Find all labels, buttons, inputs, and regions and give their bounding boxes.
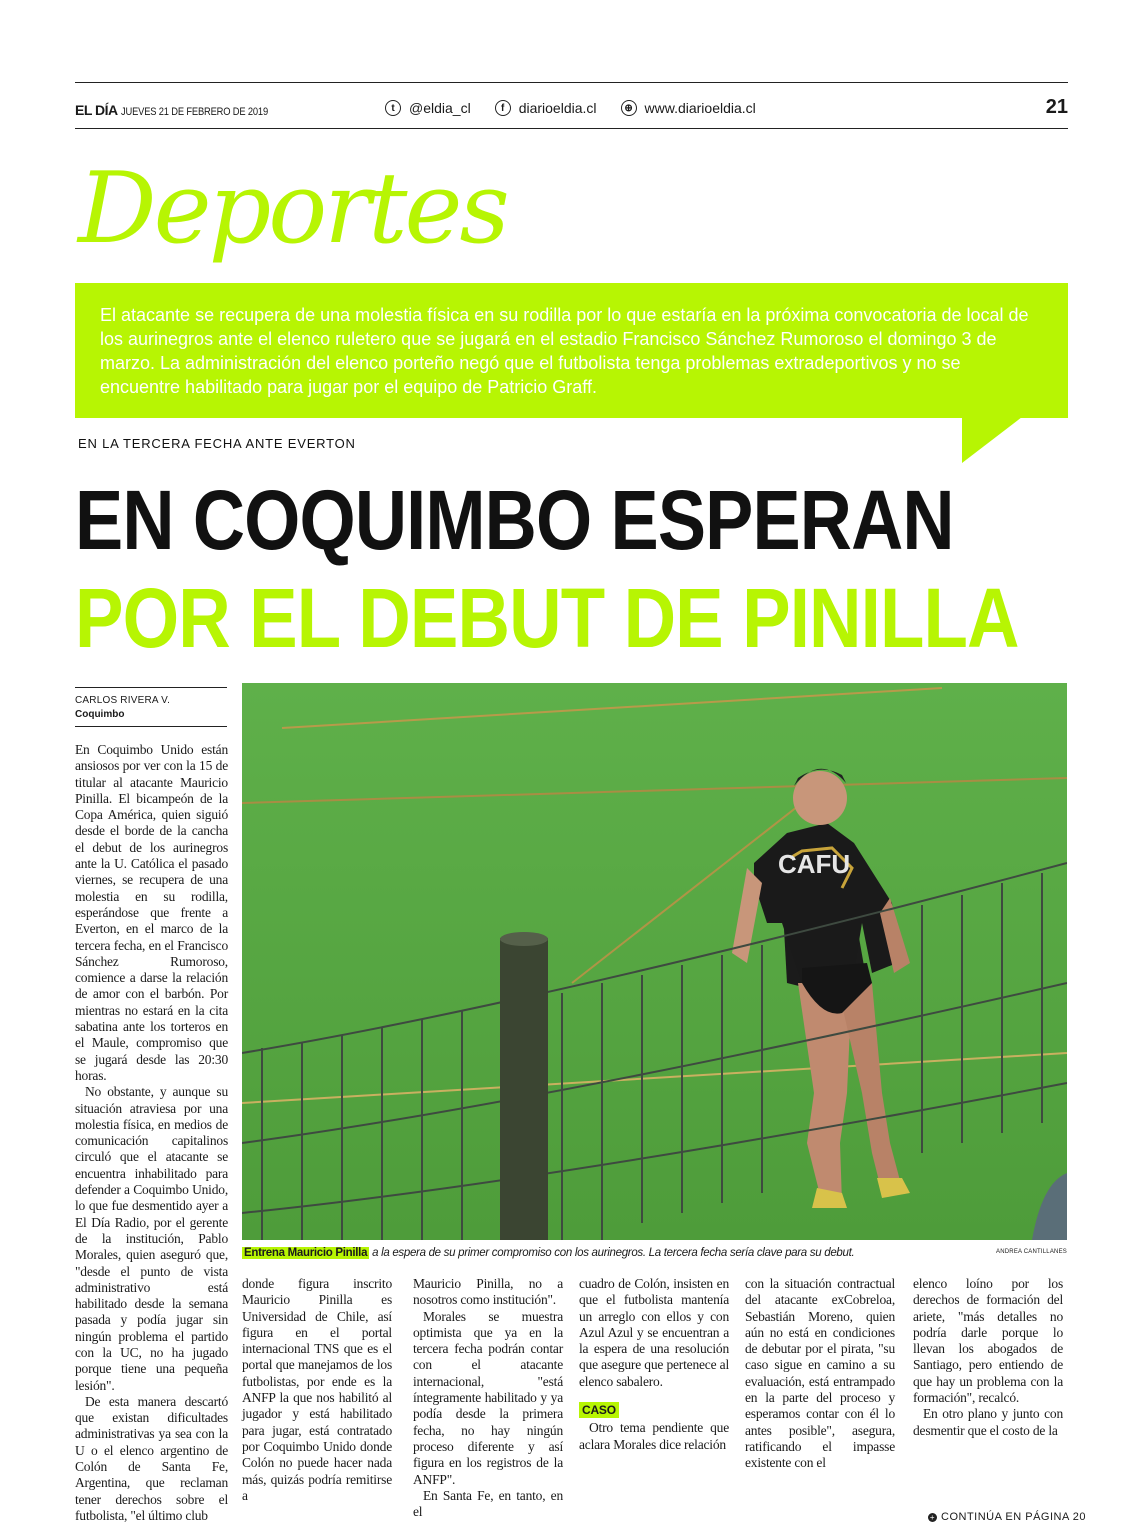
globe-icon: ⊕ — [621, 100, 637, 116]
paragraph: Mauricio Pinilla, no a nosotros como institución". — [413, 1276, 563, 1308]
subhead-caso: CASO — [579, 1402, 619, 1418]
caption-text: a la espera de su primer compromiso con los aurinegros. La tercera fecha sería clave para su debut. — [372, 1247, 855, 1259]
body-column-1 — [75, 742, 228, 1524]
paragraph: cuadro de Colón, insisten en que el futbolista mantenía un arreglo con ellos y con Azul Azul y se encuentran a la espera de una resolución que asegure que pertenece al elenco sabalero. — [579, 1276, 729, 1389]
fence-post — [500, 938, 548, 1240]
photo-caption — [242, 1247, 1067, 1259]
photo-credit: ANDREA CANTILLANES — [996, 1249, 1067, 1255]
paragraph: con la situación contractual del atacante exCobreloa, Sebastián Moreno, quien aún no está en condiciones de debutar por el pirata, "su caso sigue en camino a su evaluación, está entrampado en la parte del proceso y esperamos contar con él lo antes posible", asegura, ratificando el impasse existente con el — [745, 1276, 895, 1471]
brand-name: EL DÍA — [75, 102, 118, 118]
headline-line-1: EN COQUIMBO ESPERAN — [75, 473, 954, 567]
main-photo — [242, 683, 1067, 1240]
social-links — [385, 100, 772, 116]
website-url[interactable]: www.diarioeldia.cl — [644, 100, 756, 116]
photo-illustration — [242, 683, 1067, 1240]
top-rule — [75, 82, 1068, 83]
paragraph: No obstante, y aunque su situación atraviesa por una molestia física, en medios de comunicación capitalinos circuló que el atacante se encuentra inhabilitado para defender a Coquimbo Unido, lo que fue desmentido ayer a El Día Radio, por el gerente de la institución, Pablo Morales, quien aseguró que, "desde el punto de vista administrativo está habilitado desde la semana pasada y podía jugar sin ningún problema el partido con la UC, no ha jugado porque tiene una pequeña lesión". — [75, 1084, 228, 1393]
masthead — [75, 102, 294, 118]
shirt-print: CAFU — [778, 849, 851, 879]
continued-text: CONTINÚA EN PÁGINA 20 — [941, 1511, 1086, 1523]
summary-speech-tail — [962, 417, 1022, 463]
body-column-5 — [745, 1276, 895, 1472]
facebook-icon: f — [495, 100, 511, 116]
summary-text: El atacante se recupera de una molestia física en su rodilla por lo que estaría en la próxima convocatoria de local de los aurinegros ante el elenco ruletero que se jugará en el estadio Francisco Sánchez Rumoroso el domingo 3 de marzo. La administración del elenco porteño negó que el futbolista tenga problemas extradeportivos y no se encuentre habilitado para jugar por el equipo de Patricio Graff. — [100, 305, 1029, 397]
facebook-handle[interactable]: diarioeldia.cl — [518, 100, 597, 116]
paragraph: En otro plano y junto con desmentir que el costo de la — [913, 1406, 1063, 1438]
body-column-4 — [579, 1276, 729, 1453]
twitter-handle[interactable]: @eldia_cl — [409, 100, 471, 116]
paragraph: De esta manera descartó que existan dificultades administrativas ya sea con la U o el elenco argentino de Colón de Santa Fe, Argentina, que reclaman tener derechos sobre el futbolista, "el último club — [75, 1393, 228, 1523]
body-column-3 — [413, 1276, 563, 1520]
continued-notice — [928, 1511, 1086, 1523]
twitter-icon: t — [385, 100, 401, 116]
section-title: Deportes — [78, 152, 507, 266]
caption-lead: Entrena Mauricio Pinilla — [244, 1247, 368, 1259]
byline — [75, 687, 227, 727]
headline-line-2: POR EL DEBUT DE PINILLA — [75, 571, 1019, 665]
body-column-6 — [913, 1276, 1063, 1439]
header-rule — [75, 128, 1068, 129]
byline-place: Coquimbo — [75, 709, 125, 720]
paragraph: elenco loíno por los derechos de formación del ariete, "más detalles no podría darle porque lo llevan los abogados de Santiago, pero entiendo de que hay un problema con la formación", recalcó. — [913, 1276, 1063, 1406]
page-header — [75, 98, 1068, 124]
plus-icon: + — [929, 1513, 936, 1522]
paragraph: Morales se muestra optimista que ya en la tercera fecha podrán contar con el atacante internacional, "está íntegramente habilitado y ya podía desde la primera fecha, no hay ningún proceso diferente y así figura en los registros de la ANFP". — [413, 1308, 563, 1487]
edition-date: JUEVES 21 DE FEBRERO DE 2019 — [121, 106, 269, 118]
paragraph: Otro tema pendiente que aclara Morales dice relación — [579, 1420, 729, 1452]
paragraph: donde figura inscrito Mauricio Pinilla es Universidad de Chile, así figura en el portal internacional TNS que es el portal que manejamos de los futbolistas, por ende es la ANFP la que nos habilitó al jugador y está habilitado para jugar, está contratado por Coquimbo Unido donde Colón no puede hacer nada más, quizás podría remitirse a — [242, 1276, 392, 1503]
kicker: EN LA TERCERA FECHA ANTE EVERTON — [78, 436, 356, 451]
summary-box — [75, 283, 1068, 418]
paragraph: En Santa Fe, en tanto, en el — [413, 1487, 563, 1520]
body-column-2 — [242, 1276, 392, 1504]
page-number: 21 — [1045, 96, 1068, 118]
paragraph: En Coquimbo Unido están ansiosos por ver con la 15 de titular al atacante Mauricio Pinilla. El bicampeón de la Copa América, quien siguió desde el borde de la cancha el debut de los aurinegros ante la U. Católica el pasado viernes, se recupera de una molestia en su rodilla, esperándose que frente a Everton, en el marco de la tercera fecha, en el Francisco Sánchez Rumoroso, comience a darse la relación de amor con el barbón. Por mientras no estará en la cita sabatina ante los torteros en el Maule, compromiso que se jugará desde las 20:30 horas. — [75, 742, 228, 1083]
fence-post-top — [500, 932, 548, 946]
byline-author: CARLOS RIVERA V. — [75, 695, 171, 706]
